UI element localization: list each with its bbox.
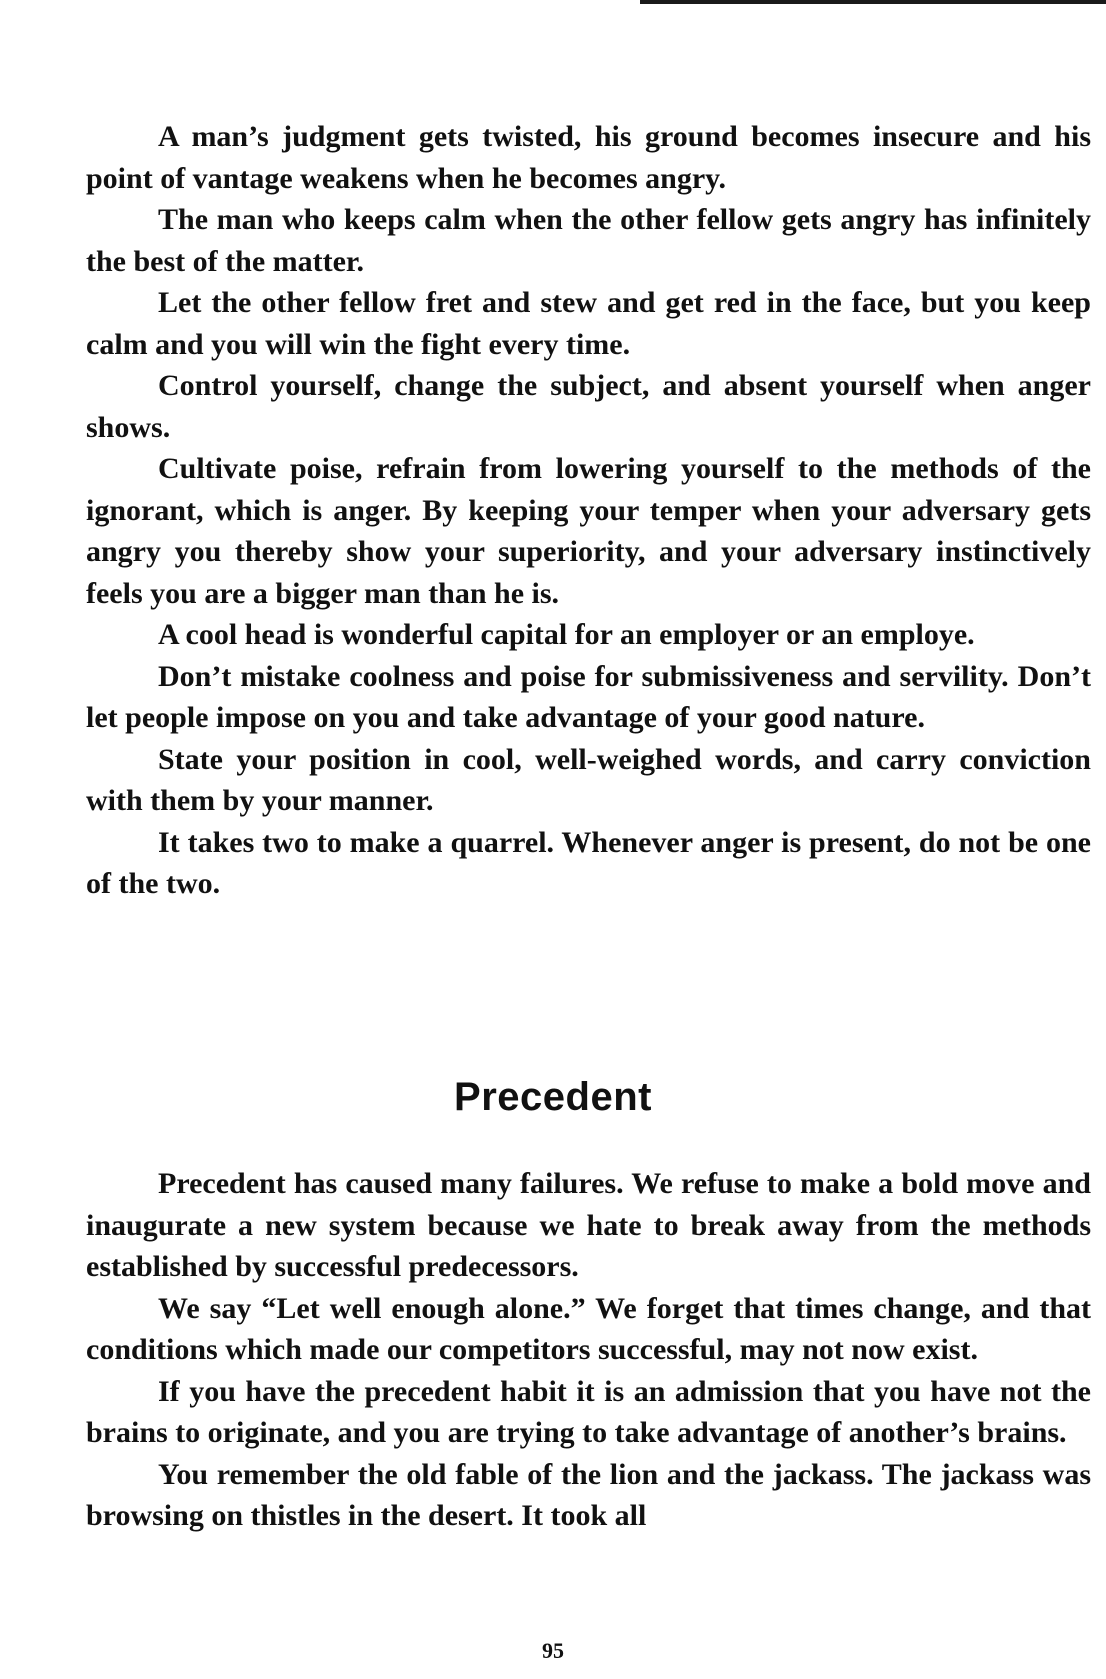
page-number: 95 [542,1638,564,1663]
paragraph: Precedent has caused many failures. We refuse to make a bold move and inaugurate a new system because we hate to break away from the methods established by successful predecessors. [86,1167,1091,1283]
paragraph: Let the other fellow fret and stew and get red in the face, but you keep calm and you will win the fight every time. [86,286,1091,361]
paragraph: The man who keeps calm when the other fellow gets angry has infinitely the best of the matter. [86,203,1091,278]
paragraph: We say “Let well enough alone.” We forget that times change, and that conditions which made our competitors successful, may not now exist. [86,1291,1091,1366]
paragraph: If you have the precedent habit it is an admission that you have not the brains to originate, and you are trying to take advantage of another’s brains. [86,1374,1091,1449]
paragraph: A cool head is wonderful capital for an employer or an employe. [158,618,975,651]
paragraph: Control yourself, change the subject, and absent yourself when anger shows. [86,369,1091,444]
paragraph: Cultivate poise, refrain from lowering yourself to the methods of the ignorant, which is anger. By keeping your temper when your adversary gets angry you thereby show your superiority, and your adversary instinctively feels you are a bigger man than he is. [86,452,1091,610]
section-precedent-text [86,1163,1091,1537]
paragraph: A man’s judgment gets twisted, his ground becomes insecure and his point of vantage weakens when he becomes angry. [86,120,1091,195]
paragraph: Don’t mistake coolness and poise for submissiveness and servility. Don’t let people impose on you and take advantage of your good nature. [86,659,1091,734]
top-rule [640,0,1106,4]
section-anger-text [86,116,1091,905]
paragraph: State your position in cool, well-weighed words, and carry conviction with them by your manner. [86,742,1091,817]
paragraph: You remember the old fable of the lion and the jackass. The jackass was browsing on thistles in the desert. It took all [86,1457,1091,1532]
section-heading: Precedent [454,1075,652,1119]
paragraph: It takes two to make a quarrel. Whenever anger is present, do not be one of the two. [86,825,1091,900]
